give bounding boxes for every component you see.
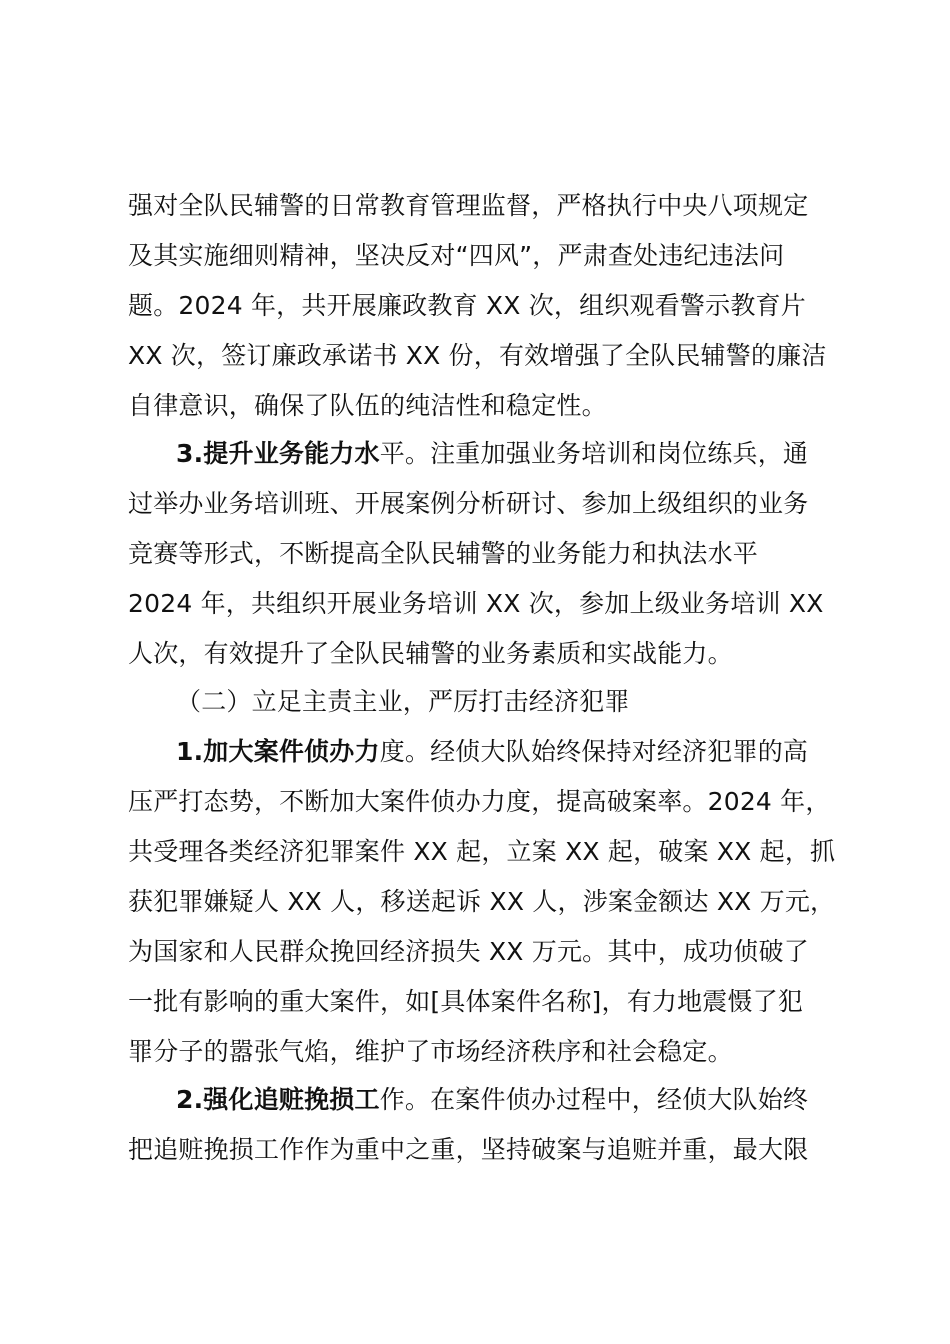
section-first-line [176,1084,808,1116]
paragraph-line: 2024 年，共组织开展业务培训 XX 次，参加上级业务培训 XX [128,589,824,618]
section-first-line [176,438,808,470]
paragraph-line: 一批有影响的重大案件，如[具体案件名称]，有力地震慑了犯 [128,987,804,1016]
section-first-line-text: 度。经侦大队始终保持对经济犯罪的高 [379,737,809,766]
paragraph-line: 获犯罪嫌疑人 XX 人，移送起诉 XX 人，涉案金额达 XX 万元， [128,887,836,916]
paragraph-line: 人次，有效提升了全队民辅警的业务素质和实战能力。 [128,639,733,668]
paragraph-line: 及其实施细则精神，坚决反对“四风”，严肃查处违纪违法问 [128,241,785,270]
paragraph-line: 把追赃挽损工作作为重中之重，坚持破案与追赃并重，最大限 [128,1135,809,1164]
paragraph-line: 为国家和人民群众挽回经济损失 XX 万元。其中，成功侦破了 [128,937,809,966]
section-heading: 3.提升业务能力水 [176,439,380,468]
paragraph-line: 自律意识，确保了队伍的纯洁性和稳定性。 [128,391,607,420]
paragraph-line: 罪分子的嚣张气焰，维护了市场经济秩序和社会稳定。 [128,1037,733,1066]
paragraph-line: 过举办业务培训班、开展案例分析研讨、参加上级组织的业务 [128,489,809,518]
paragraph-line: 题。2024 年，共开展廉政教育 XX 次，组织观看警示教育片 [128,291,806,320]
paragraph-line: 强对全队民辅警的日常教育管理监督，严格执行中央八项规定 [128,191,809,220]
paragraph-line: 共受理各类经济犯罪案件 XX 起，立案 XX 起，破案 XX 起，抓 [128,837,836,866]
paragraph-line: 压严打态势，不断加大案件侦办力度，提高破案率。2024 年， [128,787,831,816]
subheading: （二）立足主责主业，严厉打击经济犯罪 [176,687,630,716]
section-heading: 1.加大案件侦办力 [176,737,380,766]
paragraph-line: 竞赛等形式，不断提高全队民辅警的业务能力和执法水平 [128,539,759,568]
section-first-line [176,736,808,768]
section-heading: 2.强化追赃挽损工 [176,1085,380,1114]
section-first-line-text: 作。在案件侦办过程中，经侦大队始终 [379,1085,809,1114]
paragraph-line: XX 次，签订廉政承诺书 XX 份，有效增强了全队民辅警的廉洁 [128,341,827,370]
section-first-line-text: 平。注重加强业务培训和岗位练兵，通 [379,439,809,468]
